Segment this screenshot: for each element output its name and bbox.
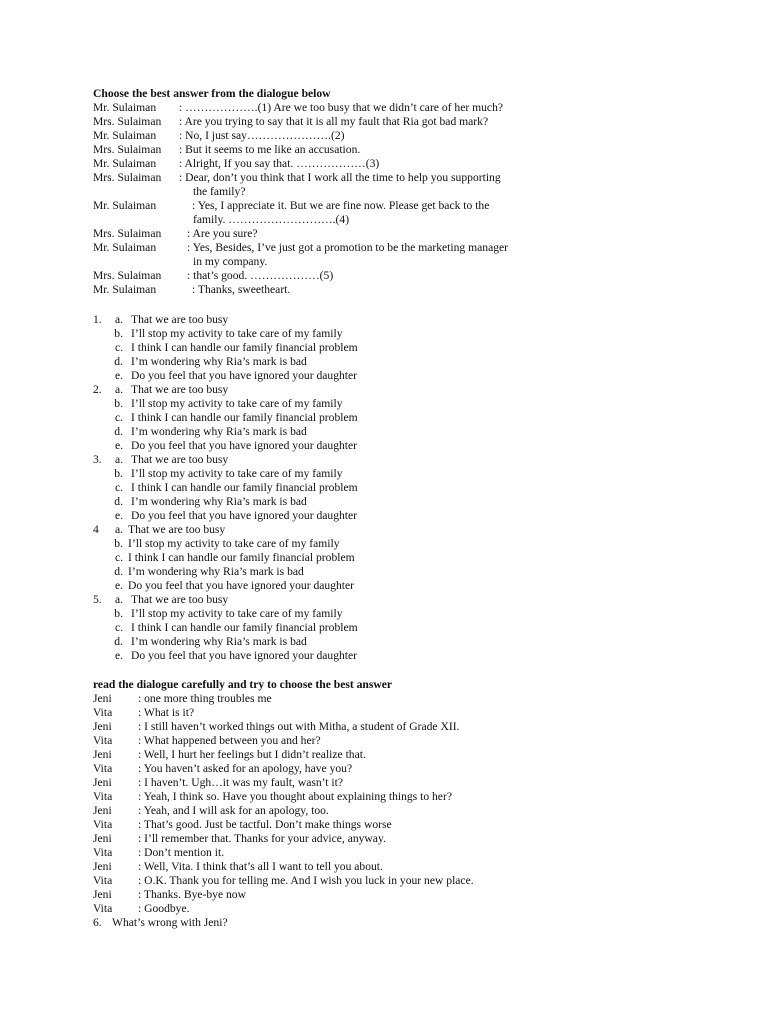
- option-label: a.: [114, 523, 123, 536]
- question-number: 3.: [93, 453, 102, 466]
- option-text: That we are too busy: [131, 313, 229, 326]
- question-option: [93, 453, 693, 467]
- speaker-name: Vita: [93, 762, 113, 775]
- option-text: I think I can handle our family financial problem: [131, 341, 358, 354]
- option-text: That we are too busy: [131, 593, 229, 606]
- option-text: I’m wondering why Ria’s mark is bad: [131, 495, 307, 508]
- dialogue-line: [93, 157, 693, 171]
- option-text: That we are too busy: [131, 453, 229, 466]
- utterance: : What happened between you and her?: [138, 734, 321, 747]
- dialogue-line: [93, 692, 693, 706]
- utterance: : What is it?: [138, 706, 195, 719]
- dialogue-line: [93, 860, 693, 874]
- speaker-name: Mrs. Sulaiman: [93, 269, 162, 282]
- dialogue-line: [93, 888, 693, 902]
- speaker-name: Mr. Sulaiman: [93, 283, 157, 296]
- speaker-name: Vita: [93, 818, 113, 831]
- utterance: : Yeah, and I will ask for an apology, too.: [138, 804, 329, 817]
- dialogue-line: [93, 874, 693, 888]
- utterance: : O.K. Thank you for telling me. And I wish you luck in your new place.: [138, 874, 474, 887]
- utterance: : Alright, If you say that. ………………(3): [179, 157, 380, 170]
- speaker-name: Mr. Sulaiman: [93, 199, 157, 212]
- utterance: : I’ll remember that. Thanks for your advice, anyway.: [138, 832, 386, 845]
- option-text: I’m wondering why Ria’s mark is bad: [131, 425, 307, 438]
- dialogue-line-continuation: [93, 213, 693, 227]
- speaker-name: Mr. Sulaiman: [93, 241, 157, 254]
- utterance: : Are you sure?: [187, 227, 258, 240]
- question-option: [93, 523, 693, 537]
- question-list: [93, 313, 693, 663]
- speaker-name: Jeni: [93, 776, 112, 789]
- utterance: : Thanks, sweetheart.: [192, 283, 291, 296]
- dialogue-line: [93, 902, 693, 916]
- utterance: : Yes, Besides, I’ve just got a promotion to be the marketing manager: [187, 241, 509, 254]
- option-label: b.: [114, 467, 123, 480]
- option-label: b.: [114, 327, 123, 340]
- option-label: b.: [114, 607, 123, 620]
- speaker-name: Vita: [93, 706, 113, 719]
- option-text: I’ll stop my activity to take care of my family: [131, 467, 343, 480]
- question-number: 1.: [93, 313, 102, 326]
- question-option: [93, 593, 693, 607]
- dialogue-line: [93, 846, 693, 860]
- option-label: c.: [114, 341, 123, 354]
- utterance: : Dear, don’t you think that I work all the time to help you supporting: [179, 171, 501, 184]
- option-label: c.: [114, 551, 123, 564]
- question-option: [93, 327, 693, 341]
- dialogue-line: [93, 706, 693, 720]
- speaker-name: Jeni: [93, 888, 112, 901]
- option-label: d.: [114, 495, 123, 508]
- option-text: I’m wondering why Ria’s mark is bad: [131, 355, 307, 368]
- option-label: e.: [114, 649, 123, 662]
- dialogue-line: [93, 101, 693, 115]
- option-text: Do you feel that you have ignored your daughter: [131, 509, 358, 522]
- question-option: [93, 439, 693, 453]
- final-question: [93, 916, 693, 930]
- speaker-name: Mr. Sulaiman: [93, 157, 157, 170]
- utterance-continuation: in my company.: [193, 255, 268, 268]
- utterance: : one more thing troubles me: [138, 692, 272, 705]
- option-label: c.: [114, 411, 123, 424]
- option-label: e.: [114, 509, 123, 522]
- option-text: I’ll stop my activity to take care of my family: [128, 537, 340, 550]
- option-text: I’ll stop my activity to take care of my family: [131, 327, 343, 340]
- utterance: : That’s good. Just be tactful. Don’t make things worse: [138, 818, 392, 831]
- dialogue-line: [93, 762, 693, 776]
- dialogue-line: [93, 790, 693, 804]
- option-label: c.: [114, 481, 123, 494]
- dialogue-line: [93, 720, 693, 734]
- dialogue-line-continuation: [93, 255, 693, 269]
- utterance: : You haven’t asked for an apology, have you?: [138, 762, 353, 775]
- dialogue-line: [93, 171, 693, 185]
- option-label: b.: [114, 537, 123, 550]
- dialogue-line: [93, 143, 693, 157]
- option-text: Do you feel that you have ignored your daughter: [131, 369, 358, 382]
- dialogue-line: [93, 734, 693, 748]
- question-option: [93, 355, 693, 369]
- question-text: What’s wrong with Jeni?: [112, 916, 228, 929]
- dialogue-line: [93, 199, 693, 213]
- option-text: I’ll stop my activity to take care of my family: [131, 397, 343, 410]
- option-label: d.: [114, 425, 123, 438]
- option-label: e.: [114, 439, 123, 452]
- speaker-name: Jeni: [93, 804, 112, 817]
- question-option: [93, 411, 693, 425]
- question-option: [93, 313, 693, 327]
- dialogue-line: [93, 776, 693, 790]
- question-option: [93, 481, 693, 495]
- utterance-continuation: family. ……………………….(4): [193, 213, 350, 226]
- speaker-name: Jeni: [93, 748, 112, 761]
- utterance: : ……………….(1) Are we too busy that we didn’t care of her much?: [179, 101, 504, 114]
- option-label: e.: [114, 579, 123, 592]
- utterance: : Yeah, I think so. Have you thought about explaining things to her?: [138, 790, 452, 803]
- dialogue-line-continuation: [93, 185, 693, 199]
- dialogue-line: [93, 283, 693, 297]
- question-number: 4: [93, 523, 99, 536]
- question-number: 6.: [93, 916, 102, 929]
- option-label: c.: [114, 621, 123, 634]
- option-label: e.: [114, 369, 123, 382]
- section-2-heading: read the dialogue carefully and try to choose the best answer: [93, 678, 393, 691]
- dialogue-section-1: [93, 87, 693, 297]
- option-text: That we are too busy: [128, 523, 226, 536]
- option-label: d.: [114, 565, 123, 578]
- dialogue-line: [93, 269, 693, 283]
- option-text: I’ll stop my activity to take care of my family: [131, 607, 343, 620]
- question-option: [93, 495, 693, 509]
- question-option: [93, 649, 693, 663]
- question-option: [93, 551, 693, 565]
- speaker-name: Jeni: [93, 832, 112, 845]
- question-option: [93, 537, 693, 551]
- speaker-name: Vita: [93, 846, 113, 859]
- dialogue-line: [93, 227, 693, 241]
- dialogue-line: [93, 115, 693, 129]
- speaker-name: Mrs. Sulaiman: [93, 171, 162, 184]
- question-option: [93, 635, 693, 649]
- dialogue-2-lines: [93, 692, 693, 916]
- speaker-name: Jeni: [93, 860, 112, 873]
- option-text: I think I can handle our family financial problem: [131, 411, 358, 424]
- option-text: I think I can handle our family financial problem: [131, 481, 358, 494]
- speaker-name: Mrs. Sulaiman: [93, 227, 162, 240]
- dialogue-line: [93, 818, 693, 832]
- utterance-continuation: the family?: [193, 185, 246, 198]
- question-option: [93, 621, 693, 635]
- question-number: 5.: [93, 593, 102, 606]
- option-text: I think I can handle our family financial problem: [128, 551, 355, 564]
- question-option: [93, 383, 693, 397]
- dialogue-line: [93, 241, 693, 255]
- option-label: a.: [114, 383, 123, 396]
- utterance: : I still haven’t worked things out with Mitha, a student of Grade XII.: [138, 720, 460, 733]
- option-label: a.: [114, 313, 123, 326]
- question-option: [93, 607, 693, 621]
- speaker-name: Mrs. Sulaiman: [93, 115, 162, 128]
- question-option: [93, 467, 693, 481]
- option-text: I think I can handle our family financial problem: [131, 621, 358, 634]
- dialogue-line: [93, 832, 693, 846]
- option-text: I’m wondering why Ria’s mark is bad: [131, 635, 307, 648]
- dialogue-line: [93, 748, 693, 762]
- speaker-name: Vita: [93, 874, 113, 887]
- dialogue-line: [93, 129, 693, 143]
- dialogue-section-2: [93, 678, 693, 930]
- utterance: : Goodbye.: [138, 902, 190, 915]
- speaker-name: Mr. Sulaiman: [93, 101, 157, 114]
- option-text: Do you feel that you have ignored your daughter: [131, 649, 358, 662]
- utterance: : Well, I hurt her feelings but I didn’t realize that.: [138, 748, 366, 761]
- speaker-name: Vita: [93, 790, 113, 803]
- option-label: a.: [114, 593, 123, 606]
- dialogue-line: [93, 804, 693, 818]
- utterance: : Well, Vita. I think that’s all I want to tell you about.: [138, 860, 383, 873]
- option-label: b.: [114, 397, 123, 410]
- question-option: [93, 509, 693, 523]
- question-option: [93, 579, 693, 593]
- utterance: : Thanks. Bye-bye now: [138, 888, 246, 901]
- speaker-name: Vita: [93, 734, 113, 747]
- utterance: : Yes, I appreciate it. But we are fine now. Please get back to the: [192, 199, 490, 212]
- option-label: a.: [114, 453, 123, 466]
- speaker-name: Jeni: [93, 692, 112, 705]
- option-text: I’m wondering why Ria’s mark is bad: [128, 565, 304, 578]
- question-option: [93, 341, 693, 355]
- question-option: [93, 397, 693, 411]
- option-text: Do you feel that you have ignored your daughter: [131, 439, 358, 452]
- speaker-name: Vita: [93, 902, 113, 915]
- utterance: : I haven’t. Ugh…it was my fault, wasn’t it?: [138, 776, 344, 789]
- utterance: : No, I just say………………….(2): [179, 129, 345, 142]
- question-option: [93, 565, 693, 579]
- speaker-name: Mr. Sulaiman: [93, 129, 157, 142]
- questions-section: [93, 313, 693, 663]
- utterance: : that’s good. ………………(5): [187, 269, 334, 282]
- question-option: [93, 425, 693, 439]
- question-option: [93, 369, 693, 383]
- option-label: d.: [114, 355, 123, 368]
- section-1-heading: Choose the best answer from the dialogue below: [93, 87, 331, 100]
- speaker-name: Jeni: [93, 720, 112, 733]
- question-number: 2.: [93, 383, 102, 396]
- option-label: d.: [114, 635, 123, 648]
- utterance: : But it seems to me like an accusation.: [179, 143, 361, 156]
- option-text: That we are too busy: [131, 383, 229, 396]
- speaker-name: Mrs. Sulaiman: [93, 143, 162, 156]
- utterance: : Are you trying to say that it is all my fault that Ria got bad mark?: [179, 115, 489, 128]
- dialogue-1-lines: [93, 101, 693, 297]
- option-text: Do you feel that you have ignored your daughter: [128, 579, 355, 592]
- utterance: : Don’t mention it.: [138, 846, 225, 859]
